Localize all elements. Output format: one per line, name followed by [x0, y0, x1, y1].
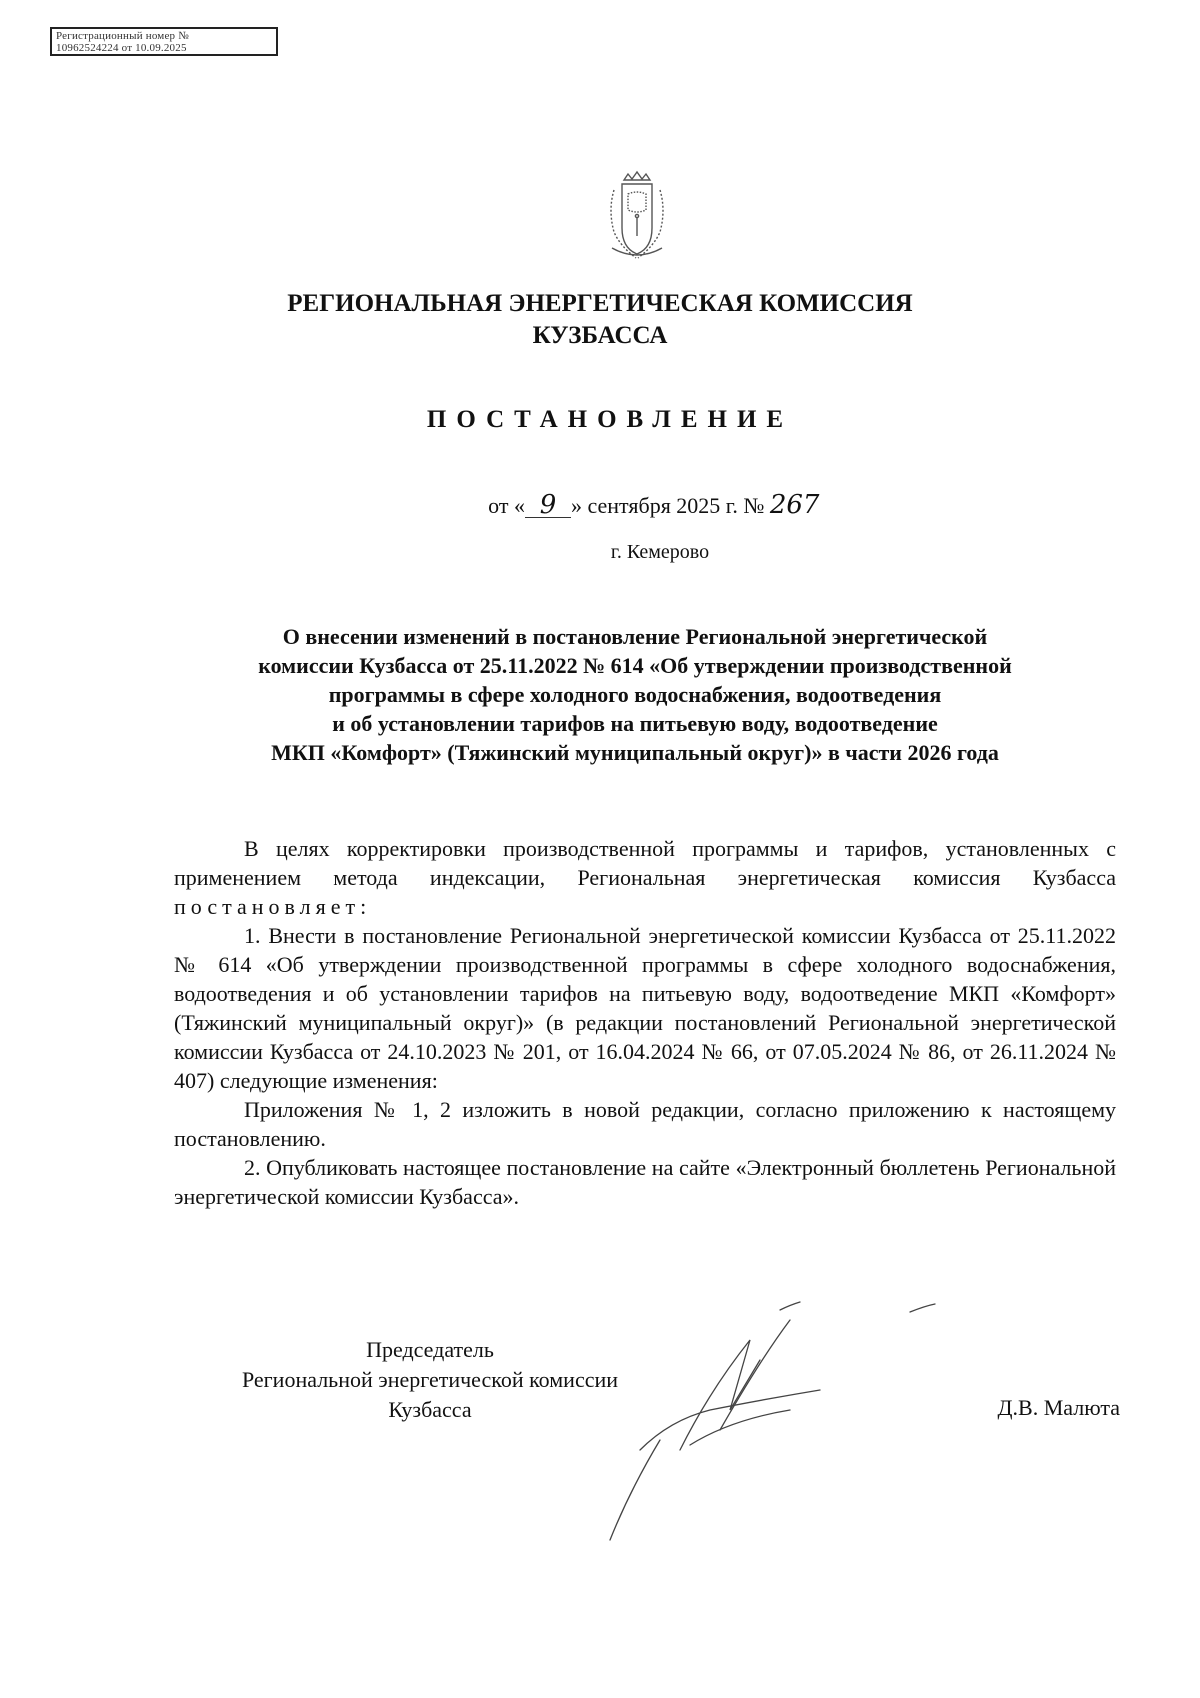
subject-line5: МКП «Комфорт» (Тяжинский муниципальный округ)» в части 2026 года	[271, 740, 999, 765]
organization-name-line2: КУЗБАССА	[532, 322, 668, 349]
date-prefix: от «	[488, 493, 525, 518]
date-middle: » сентября 2025 г. №	[570, 493, 765, 518]
signatory-name: Д.В. Малюта	[997, 1395, 1120, 1420]
city-name: г. Кемерово	[610, 541, 710, 563]
document-subject	[130, 622, 1140, 767]
body-item-2: 2. Опубликовать настоящее постановление на сайте «Электронный бюллетень Региональной энергетической комиссии Кузбасса».	[174, 1155, 1116, 1209]
organization-name-line1: РЕГИОНАЛЬНАЯ ЭНЕРГЕТИЧЕСКАЯ КОМИССИЯ	[287, 290, 913, 317]
document-body	[174, 834, 1116, 1211]
body-intro-verb: постановляет:	[174, 894, 372, 919]
body-item-1-sub: Приложения № 1, 2 изложить в новой редакции, согласно приложению к настоящему постановлению.	[174, 1097, 1116, 1151]
registration-number-label: Регистрационный номер №	[56, 30, 189, 42]
handwritten-document-number: 267	[769, 490, 820, 520]
signatory-title-line2: Региональной энергетической комиссии	[241, 1367, 619, 1392]
handwritten-signature	[590, 1300, 1010, 1560]
subject-line4: и об установлении тарифов на питьевую воду, водоотведение	[332, 711, 938, 736]
organization-name	[0, 288, 1200, 352]
signatory-title-line1: Председатель	[366, 1337, 494, 1362]
subject-line2: комиссии Кузбасса от 25.11.2022 № 614 «Об утверждении производственной	[258, 653, 1012, 678]
kuzbass-coat-of-arms-icon	[602, 170, 672, 262]
body-intro-text: В целях корректировки производственной программы и тарифов, установленных с применением метода индексации, Региональная энергетическая комиссия Кузбасса	[174, 836, 1116, 890]
body-item-1: 1. Внести в постановление Региональной энергетической комиссии Кузбасса от 25.11.2022 № 614 «Об утверждении производственной программы в сфере холодного водоснабжения, водоотведения и об установлении тарифов на питьевую воду, водоотведение МКП «Комфорт» (Тяжинский муниципальный округ)» (в редакции постановлений Региональной энергетической комиссии Кузбасса от 24.10.2023 № 201, от 16.04.2024 № 66, от 07.05.2024 № 86, от 26.11.2024 № 407) следующие изменения:	[174, 923, 1116, 1093]
subject-line3: программы в сфере холодного водоснабжения, водоотведения	[328, 682, 942, 707]
document-date-line	[120, 490, 1200, 520]
signatory-title-line3: Кузбасса	[388, 1397, 472, 1422]
registration-number-value: 10962524224 от 10.09.2025	[56, 42, 187, 54]
document-type: ПОСТАНОВЛЕНИЕ	[426, 406, 794, 433]
registration-stamp	[50, 27, 278, 56]
subject-line1: О внесении изменений в постановление Региональной энергетической	[282, 624, 988, 649]
body-intro-paragraph	[174, 834, 1116, 921]
handwritten-day: 9	[525, 493, 571, 518]
